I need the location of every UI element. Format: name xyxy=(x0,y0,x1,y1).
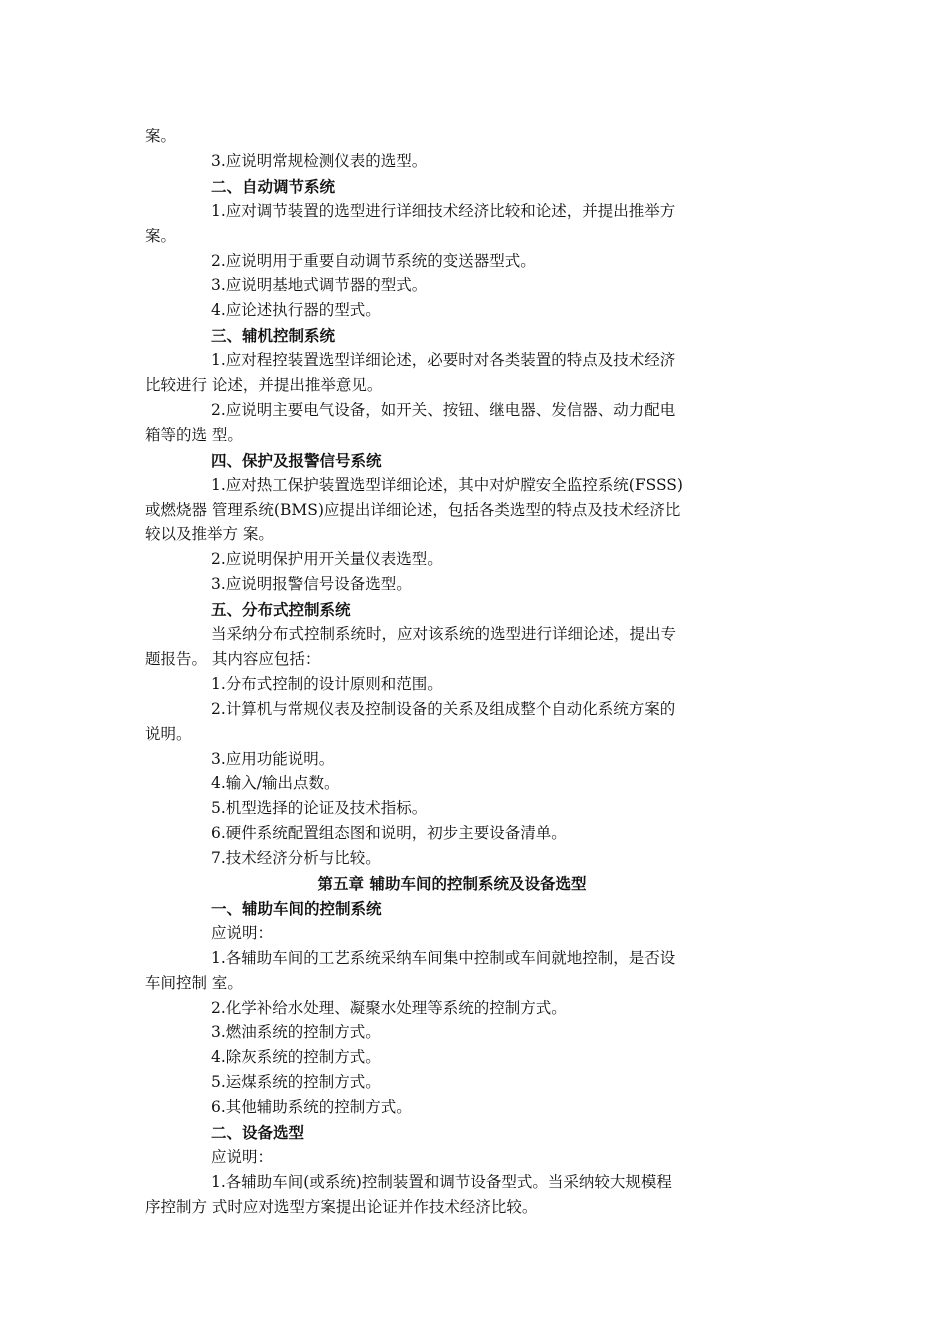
text-line: 应说明： xyxy=(211,1147,274,1166)
text-line: 应说明： xyxy=(211,923,274,942)
text-line: 4.除灰系统的控制方式。 xyxy=(211,1048,381,1067)
section-heading: 五、分布式控制系统 xyxy=(211,600,351,620)
text-line: 3.应说明基地式调节器的型式。 xyxy=(211,276,428,295)
text-line: 案。 xyxy=(145,226,177,245)
text-line: 2.应说明主要电气设备，如开关、按钮、继电器、发信器、动力配电 xyxy=(211,400,676,419)
text-line: 1.各辅助车间(或系统)控制装置和调节设备型式。当采纳较大规模程 xyxy=(211,1172,672,1191)
section-heading: 第五章 辅助车间的控制系统及设备选型 xyxy=(317,874,587,893)
section-heading: 三、辅机控制系统 xyxy=(211,326,336,346)
text-line: 1.各辅助车间的工艺系统采纳车间集中控制或车间就地控制，是否设 xyxy=(211,948,676,967)
section-heading: 一、辅助车间的控制系统 xyxy=(211,898,382,918)
text-line: 6.其他辅助系统的控制方式。 xyxy=(211,1098,412,1117)
text-line: 或燃烧器 管理系统(BMS)应提出详细论述，包括各类选型的特点及技术经济比 xyxy=(145,500,681,519)
text-line: 2.应说明用于重要自动调节系统的变送器型式。 xyxy=(211,251,536,270)
text-line: 3.应说明常规检测仪表的选型。 xyxy=(211,151,428,170)
text-line: 题报告。 其内容应包括： xyxy=(145,649,321,668)
text-line: 4.输入/输出点数。 xyxy=(211,774,340,793)
text-line: 3.应说明报警信号设备选型。 xyxy=(211,575,412,594)
section-heading: 二、设备选型 xyxy=(211,1123,305,1142)
text-line: 车间控制 室。 xyxy=(145,973,243,992)
text-line: 比较进行 论述，并提出推举意见。 xyxy=(145,376,383,394)
text-line: 案。 xyxy=(145,127,177,145)
text-line: 说明。 xyxy=(145,724,192,743)
section-heading: 四、保护及报警信号系统 xyxy=(211,450,382,470)
text-line: 2.应说明保护用开关量仪表选型。 xyxy=(211,550,443,569)
text-line: 5.机型选择的论证及技术指标。 xyxy=(211,799,428,818)
text-line: 序控制方 式时应对选型方案提出论证并作技术经济比较。 xyxy=(145,1197,538,1216)
text-line: 2.化学补给水处理、凝聚水处理等系统的控制方式。 xyxy=(211,998,567,1017)
text-line: 3.燃油系统的控制方式。 xyxy=(211,1023,381,1042)
text-line: 2.计算机与常规仪表及控制设备的关系及组成整个自动化系统方案的 xyxy=(211,699,676,718)
text-line: 1.应对程控装置选型详细论述，必要时对各类装置的特点及技术经济 xyxy=(211,351,676,370)
text-line: 4.应论述执行器的型式。 xyxy=(211,301,381,320)
text-line: 箱等的选 型。 xyxy=(145,425,243,444)
text-line: 5.运煤系统的控制方式。 xyxy=(211,1073,381,1092)
text-line: 6.硬件系统配置组态图和说明，初步主要设备清单。 xyxy=(211,824,567,843)
text-line: 1.分布式控制的设计原则和范围。 xyxy=(211,674,443,693)
text-line: 1.应对调节装置的选型进行详细技术经济比较和论述，并提出推举方 xyxy=(211,201,676,220)
text-line: 7.技术经济分析与比较。 xyxy=(211,849,381,868)
text-line: 较以及推举方 案。 xyxy=(145,525,274,544)
section-heading: 二、自动调节系统 xyxy=(211,176,336,196)
text-line: 3.应用功能说明。 xyxy=(211,749,335,768)
text-line: 1.应对热工保护装置选型详细论述，其中对炉膛安全监控系统(FSSS) xyxy=(211,475,683,494)
text-line: 当采纳分布式控制系统时，应对该系统的选型进行详细论述，提出专 xyxy=(211,625,677,643)
